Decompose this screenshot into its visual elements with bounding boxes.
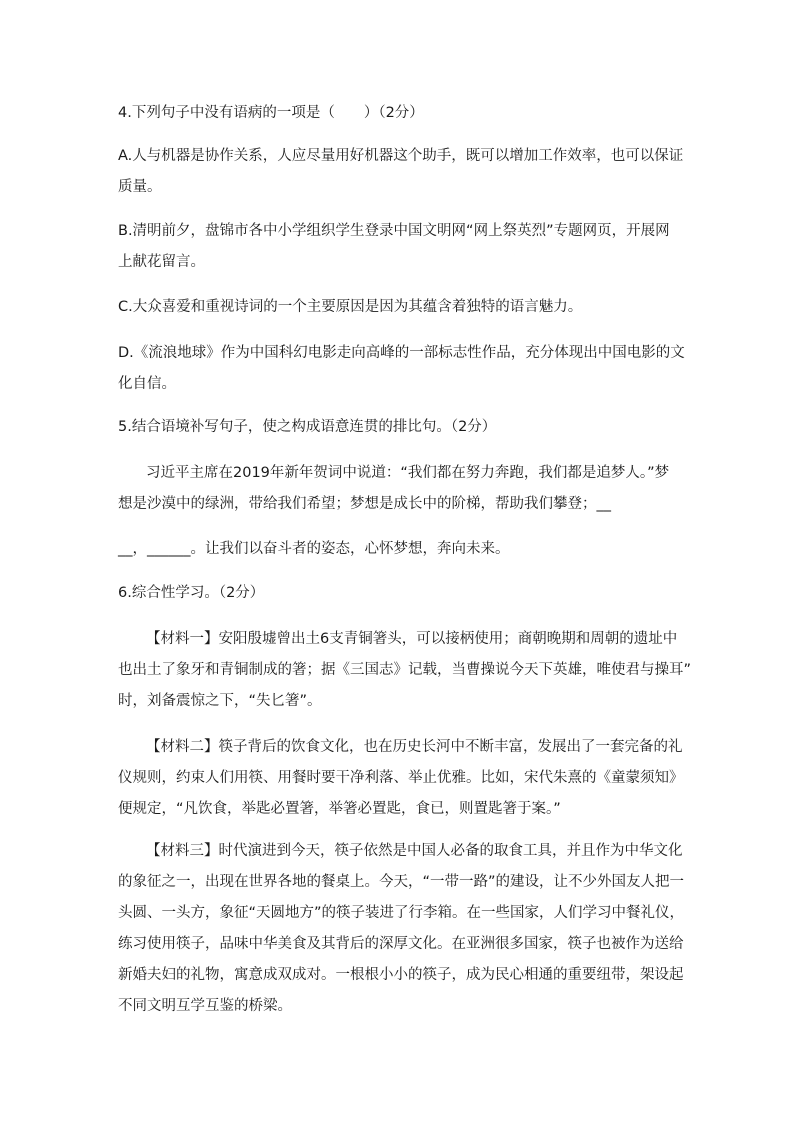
text-line: 习近平主席在2019年新年贺词中说道：“我们都在努力奔跑，我们都是追梦人。”梦 [146,465,670,481]
text-line: C.大众喜爱和重视诗词的一个主要原因是因为其蕴含着独特的语言魅力。 [118,299,583,315]
question-6-material-1 [118,624,692,717]
question-4-option-b [118,216,678,278]
text-line: 4.下列句子中没有语病的一项是（ ）（2分） [118,105,424,121]
text-line: 头圆、一头方，象征“天圆地方”的筷子装进了行李箱。在一些国家，人们学习中餐礼仪， [118,905,685,921]
question-6-stem [118,578,678,609]
text-line: B.清明前夕，盘锦市各中小学组织学生登录中国文明网“网上祭英烈”专题网页，开展网 [118,223,670,239]
text-line: D.《流浪地球》作为中国科幻电影走向高峰的一部标志性作品，充分体现出中国电影的文 [118,345,685,361]
text-line: 仪规则，约束人们用筷、用餐时要干净利落、举止优雅。比如，宋代朱熹的《童蒙须知》 [118,770,684,786]
question-4-option-a [118,141,684,203]
text-line: 【材料一】安阳殷墟曾出土6支青铜箸头，可以接柄使用；商朝晚期和周朝的遗址中 [146,631,678,647]
text-line: 【材料三】时代演进到今天，筷子依然是中国人必备的取食工具，并且作为中华文化 [146,843,683,859]
question-6-material-2 [118,732,684,825]
text-line: 5.结合语境补写句子，使之构成语意连贯的排比句。（2分） [118,419,497,435]
text-line: 质量。 [118,179,162,195]
text-line: 练习使用筷子，品味中华美食及其背后的深厚文化。在亚洲很多国家，筷子也被作为送给 [118,936,684,952]
text-line: 时，刘备震惊之下，“失匕箸”。 [118,693,322,709]
question-5-stem [118,412,678,443]
text-line: 不同文明互学互鉴的桥梁。 [118,998,292,1014]
question-4-option-d [118,338,685,400]
text-line: 化自信。 [118,376,176,392]
text-line: 的象征之一，出现在世界各地的餐桌上。今天，“一带一路”的建设，让不少外国友人把一 [118,874,685,890]
question-6-material-3 [118,836,685,1022]
text-line: 便规定，“凡饮食，举匙必置箸，举箸必置匙，食已，则置匙箸于案。” [118,801,561,817]
question-5-passage [118,458,678,565]
text-line: 6.综合性学习。（2分） [118,585,265,601]
text-line: A.人与机器是协作关系，人应尽量用好机器这个助手，既可以增加工作效率，也可以保证 [118,148,684,164]
question-4-stem [118,98,678,129]
text-line: 也出土了象牙和青铜制成的箸；据《三国志》记载，当曹操说今天下英雄，唯使君与操耳” [118,662,692,678]
text-line: 上献花留言。 [118,254,205,270]
text-line: 【材料二】筷子背后的饮食文化，也在历史长河中不断丰富，发展出了一套完备的礼 [146,739,683,755]
text-line: 新婚夫妇的礼物，寓意成双成对。一根根小小的筷子，成为民心相通的重要纽带，架设起 [118,967,684,983]
text-line: __，______。让我们以奋斗者的姿态，心怀梦想，奔向未来。 [118,541,510,557]
question-4-option-c [118,292,678,323]
text-line: 想是沙漠中的绿洲，带给我们希望；梦想是成长中的阶梯，帮助我们攀登；__ [118,496,611,512]
